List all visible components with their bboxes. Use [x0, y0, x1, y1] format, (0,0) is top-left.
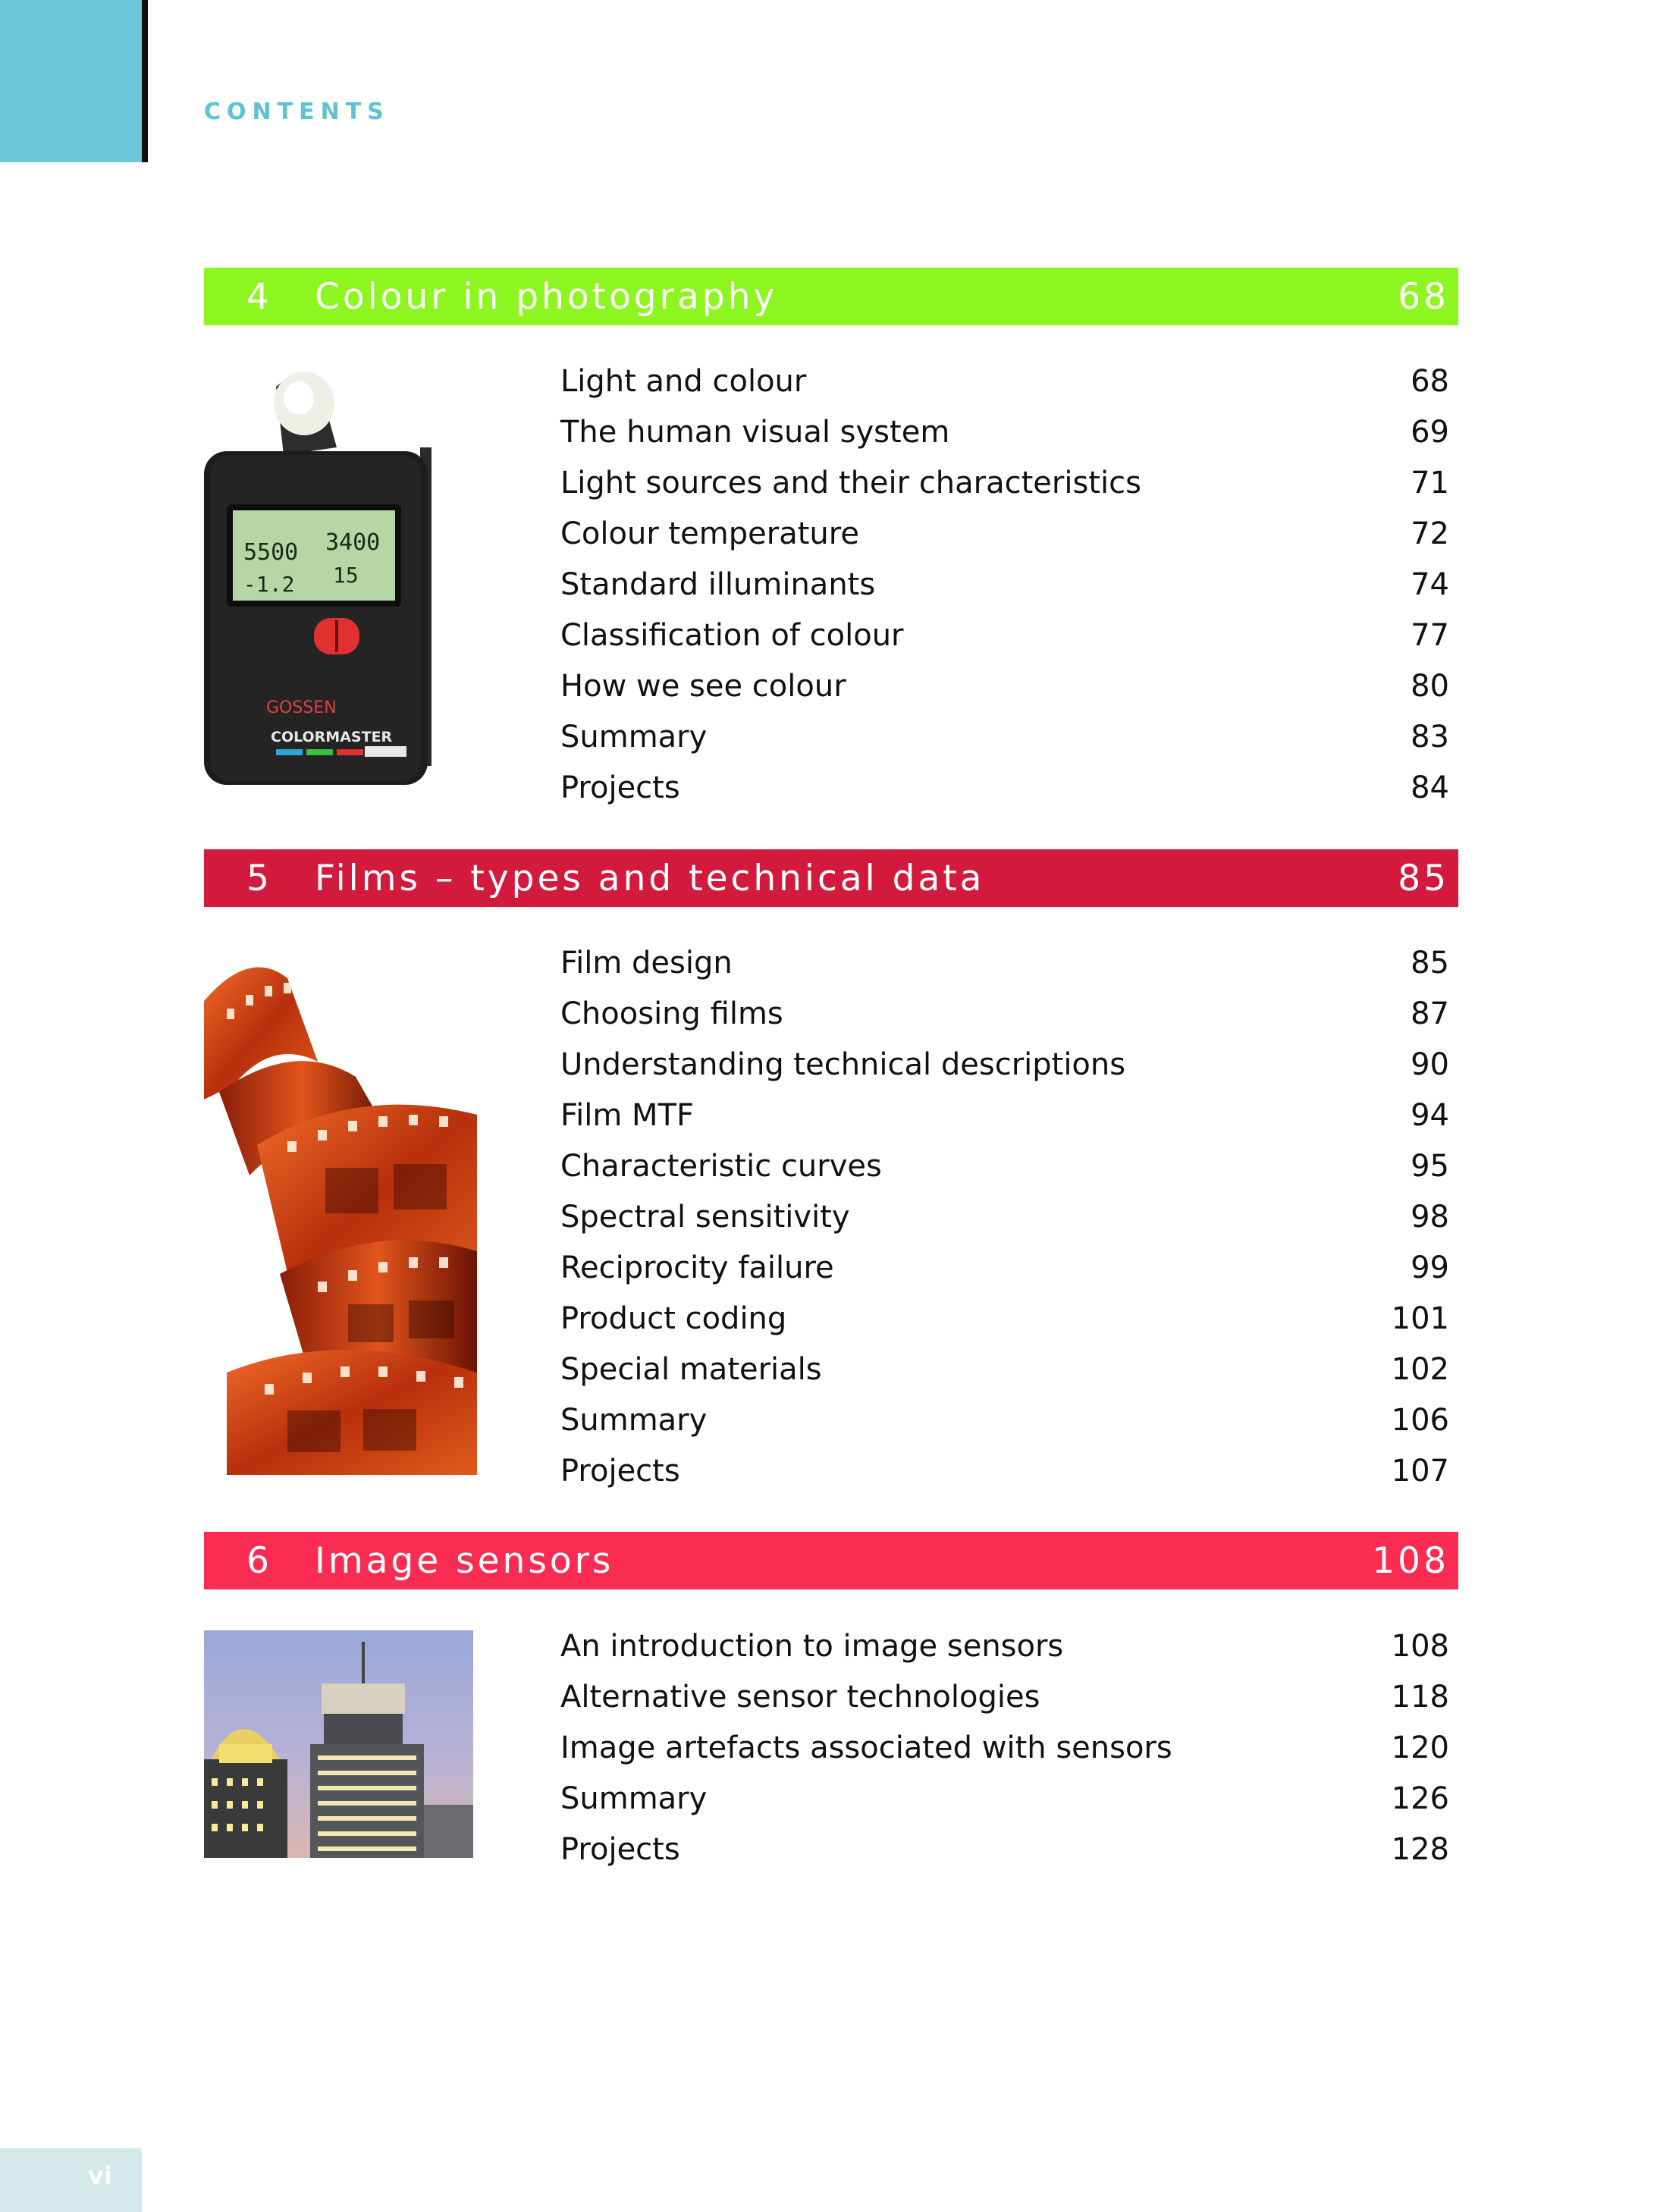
meter-reading-kelvin-2: 3400 — [325, 529, 381, 556]
toc-entry[interactable]: Summary 106 — [560, 1403, 1449, 1438]
chapter-4-entries — [560, 364, 1449, 821]
toc-entry[interactable]: An introduction to image sensors 108 — [560, 1629, 1449, 1664]
chapter-page: 85 — [1398, 857, 1449, 899]
film-strip-image — [204, 948, 477, 1475]
toc-entry[interactable]: Reciprocity failure 99 — [560, 1250, 1449, 1285]
corner-rule — [142, 0, 148, 162]
chapter-title: Films – types and technical data — [315, 857, 985, 899]
toc-entry[interactable]: Choosing films 87 — [560, 996, 1449, 1031]
toc-entry[interactable]: Light sources and their characteristics 71 — [560, 466, 1449, 500]
toc-entry[interactable]: Spectral sensitivity 98 — [560, 1200, 1449, 1235]
folio-tab — [0, 2148, 142, 2212]
toc-entry[interactable]: Alternative sensor technologies 118 — [560, 1680, 1449, 1715]
toc-entry[interactable]: Film MTF 94 — [560, 1098, 1449, 1133]
toc-entry[interactable]: Special materials 102 — [560, 1352, 1449, 1387]
toc-entry[interactable]: The human visual system 69 — [560, 415, 1449, 450]
chapter-number: 4 — [246, 275, 272, 318]
toc-entry[interactable]: Standard illuminants 74 — [560, 567, 1449, 602]
meter-reading-kelvin-1: 5500 — [243, 539, 299, 566]
toc-entry[interactable]: Colour temperature 72 — [560, 516, 1449, 551]
meter-model: COLORMASTER — [271, 729, 393, 745]
chapter-heading-6[interactable] — [204, 1532, 1458, 1589]
chapter-heading-4[interactable] — [204, 268, 1458, 325]
toc-entry[interactable]: Classification of colour 77 — [560, 618, 1449, 653]
toc-entry[interactable]: Light and colour 68 — [560, 364, 1449, 399]
toc-entry[interactable]: Summary 126 — [560, 1781, 1449, 1816]
running-head: CONTENTS — [204, 99, 390, 125]
chapter-number: 6 — [246, 1539, 272, 1582]
chapter-heading-5[interactable] — [204, 849, 1458, 907]
chapter-number: 5 — [246, 857, 272, 899]
toc-entry[interactable]: Projects 128 — [560, 1832, 1449, 1867]
colour-meter-image — [204, 364, 432, 796]
chapter-5-entries — [560, 946, 1449, 1504]
toc-entry[interactable]: Film design 85 — [560, 946, 1449, 980]
chapter-page: 68 — [1398, 275, 1449, 318]
corner-tab — [0, 0, 142, 162]
toc-entry[interactable]: Understanding technical descriptions 90 — [560, 1047, 1449, 1082]
toc-entry[interactable]: Image artefacts associated with sensors 120 — [560, 1730, 1449, 1765]
toc-entry[interactable]: Characteristic curves 95 — [560, 1149, 1449, 1184]
page-number: vi — [88, 2161, 112, 2190]
city-skyline-image — [204, 1630, 473, 1858]
toc-entry[interactable]: Product coding 101 — [560, 1301, 1449, 1336]
toc-entry[interactable]: Projects 107 — [560, 1454, 1449, 1489]
chapter-6-entries — [560, 1629, 1449, 1883]
chapter-title: Image sensors — [315, 1539, 614, 1582]
meter-reading-lb: -1.2 — [243, 572, 295, 597]
toc-entry[interactable]: How we see colour 80 — [560, 669, 1449, 704]
meter-reading-cc: 15 — [333, 563, 359, 588]
chapter-title: Colour in photography — [315, 275, 778, 318]
chapter-page: 108 — [1372, 1539, 1449, 1582]
meter-brand: GOSSEN — [266, 698, 337, 717]
toc-entry[interactable]: Projects 84 — [560, 770, 1449, 805]
toc-entry[interactable]: Summary 83 — [560, 720, 1449, 755]
